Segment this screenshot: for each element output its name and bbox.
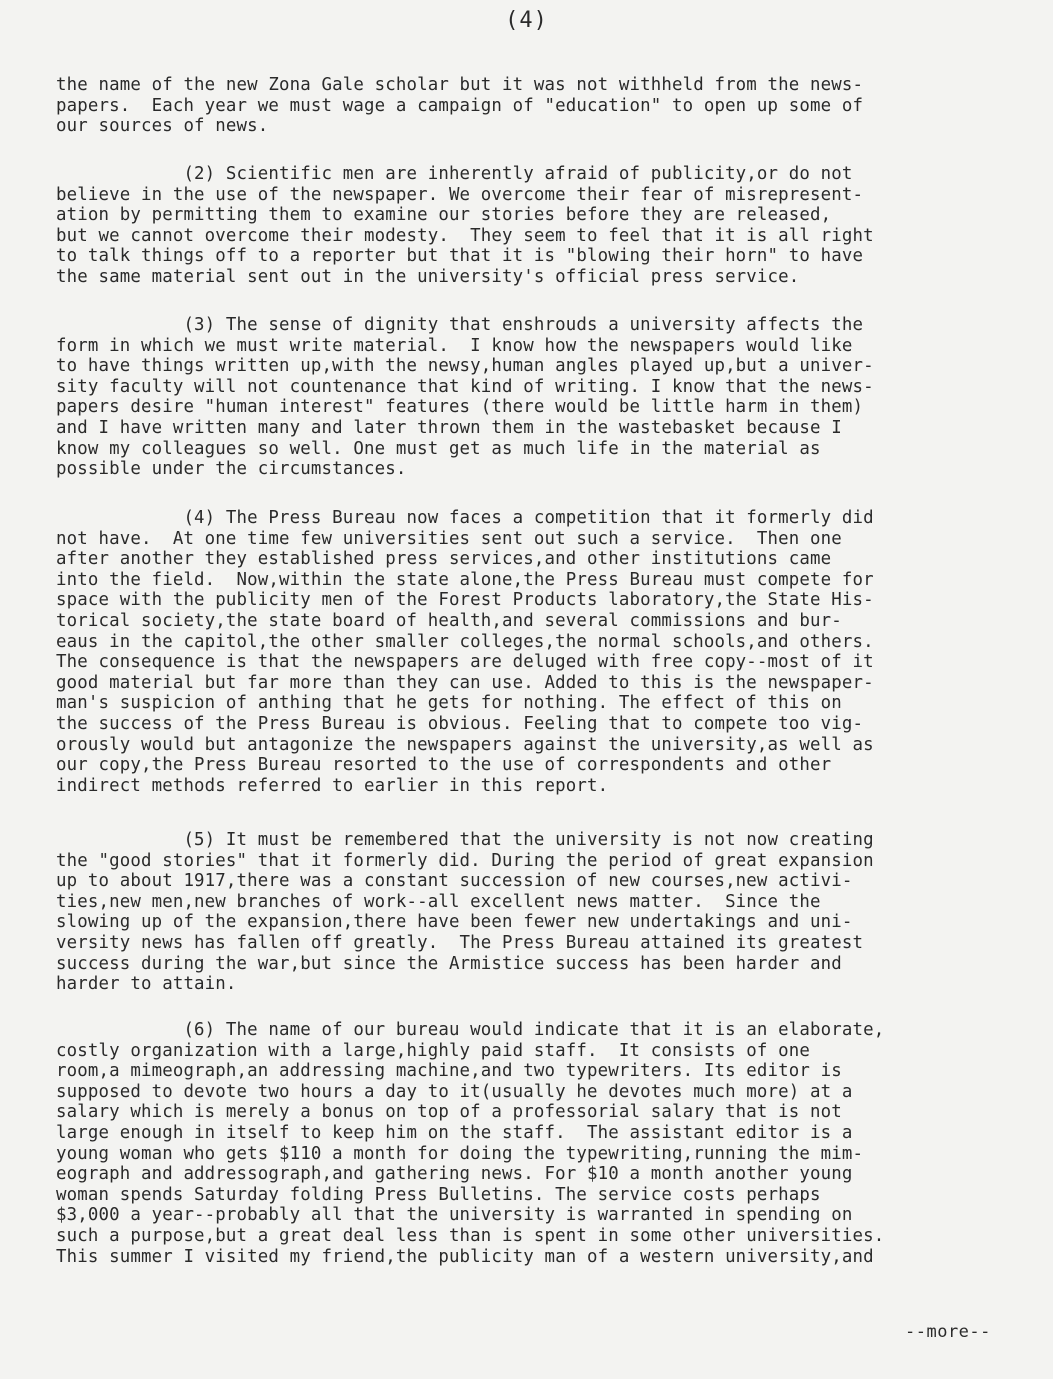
continuation-marker: --more-- xyxy=(905,1322,991,1342)
paragraph-2-scientific-men: (2) Scientific men are inherently afraid of publicity,or do not believe in the use of the newspaper. We overcome their fear of misrepresent- ation by permitting them to examine our stories before they are released, but we cannot overcome their modesty. They seem to feel that it is all right to talk things off to a reporter but that it is "blowing their horn" to have the same material sent out in the university's official press service. xyxy=(56,164,874,287)
paragraph-5-good-stories: (5) It must be remembered that the university is not now creating the "good stories" that it formerly did. During the period of great expansion up to about 1917,there was a constant succession of new courses,new activi- ties,new men,new branches of work--all excellent news matter. Since the slowing up of the expansion,there have been fewer new undertakings and uni- versity news has fallen off greatly. The Press Bureau attained its greatest success during the war,but since the Armistice success has been harder and harder to attain. xyxy=(56,830,874,995)
paragraph-6-bureau-organization: (6) The name of our bureau would indicate that it is an elaborate, costly organization with a large,highly paid staff. It consists of one room,a mimeograph,an addressing machine,and two typewriters. Its editor is supposed to devote two hours a day to it(usually he devotes much more) at a salary which is merely a bonus on top of a professorial salary that is not large enough in itself to keep him on the staff. The assistant editor is a young woman who gets $110 a month for doing the typewriting,running the mim- eograph and addressograph,and gathering news. For $10 a month another young woman spends Saturday folding Press Bulletins. The service costs perhaps $3,000 a year--probably all that the university is warranted in spending on such a purpose,but a great deal less than is spent in some other universities. This summer I visited my friend,the publicity man of a western university,and xyxy=(56,1020,885,1267)
paragraph-3-dignity: (3) The sense of dignity that enshrouds a university affects the form in which we must write material. I know how the newspapers would like to have things written up,with the newsy,human angles played up,but a univer- sity faculty will not countenance that kind of writing. I know that the news- papers desire "human interest" features (there would be little harm in them) and I have written many and later thrown them in the wastebasket because I know my colleagues so well. One must get as much life in the material as possible under the circumstances. xyxy=(56,315,874,480)
paragraph-intro: the name of the new Zona Gale scholar but it was not withheld from the news- papers. Each year we must wage a campaign of "education" to open up some of our sources of news. xyxy=(56,75,864,137)
paragraph-4-competition: (4) The Press Bureau now faces a competition that it formerly did not have. At one time few universities sent out such a service. Then one after another they established press services,and other institutions came into the field. Now,within the state alone,the Press Bureau must compete for space with the publicity men of the Forest Products laboratory,the State His- torical society,the state board of health,and several commissions and bur- eaus in the capitol,the other smaller colleges,the normal schools,and others. The consequence is that the newspapers are deluged with free copy--most of it good material but far more than they can use. Added to this is the newspaper- man's suspicion of anthing that he gets for nothing. The effect of this on the success of the Press Bureau is obvious. Feeling that to compete too vig- orously would but antagonize the newspapers against the university,as well as our copy,the Press Bureau resorted to the use of correspondents and other indirect methods referred to earlier in this report. xyxy=(56,508,874,796)
page-number: (4) xyxy=(505,8,548,33)
